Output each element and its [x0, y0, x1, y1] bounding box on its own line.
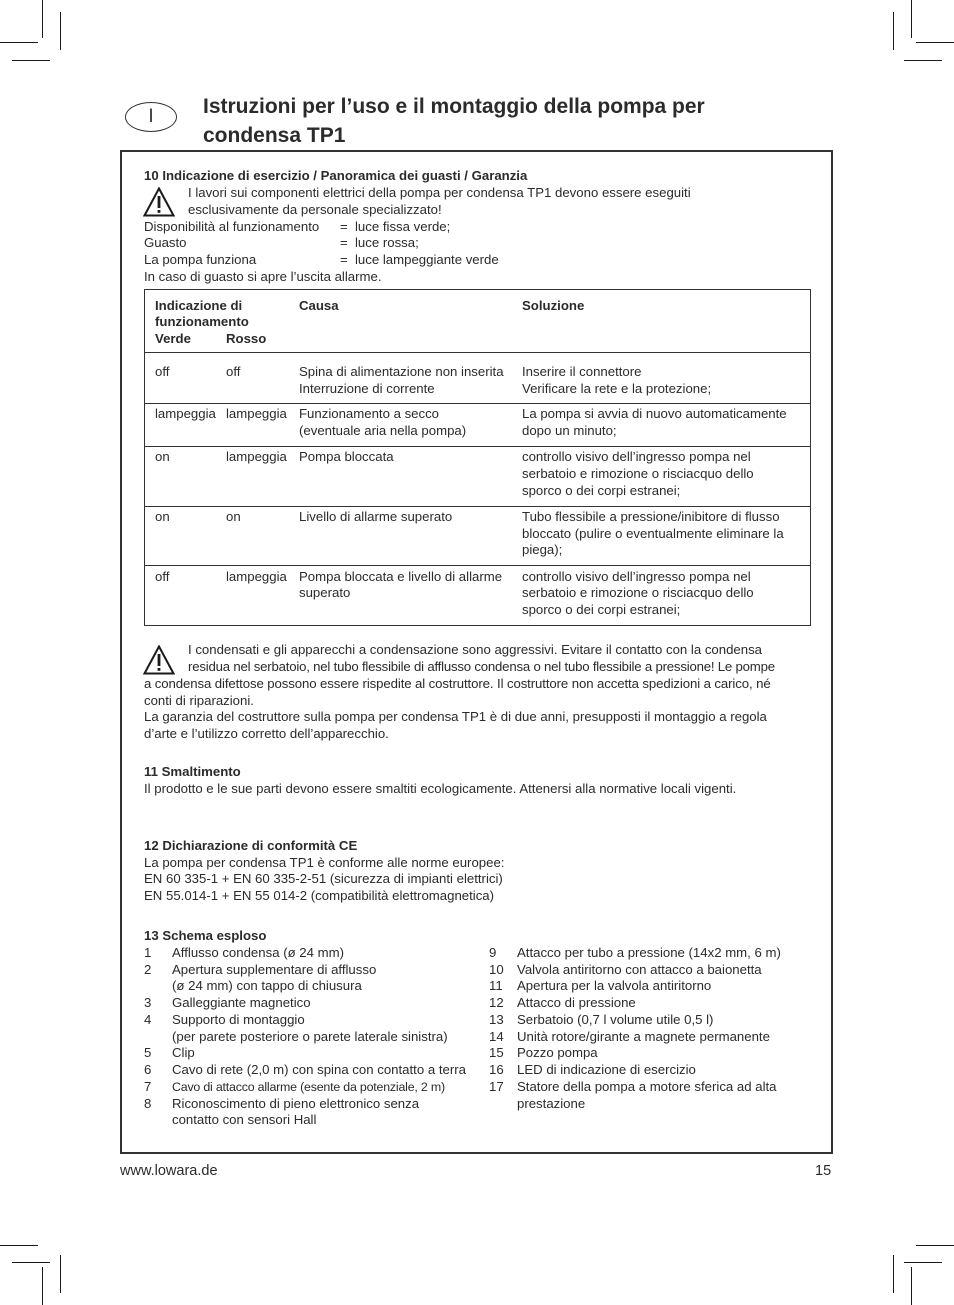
- status-label: La pompa funziona: [144, 252, 257, 267]
- table-divider: [144, 506, 811, 507]
- table-cell-cause: superato: [299, 585, 351, 600]
- parts-text: Unità rotore/girante a magnete permanente: [517, 1029, 770, 1044]
- parts-num: 6: [144, 1062, 152, 1077]
- parts-num: 14: [489, 1029, 504, 1044]
- status-value: luce lampeggiante verde: [355, 252, 499, 267]
- crop-mark: [916, 1245, 954, 1246]
- parts-text: Valvola antiritorno con attacco a baionetta: [517, 962, 762, 977]
- parts-text: Attacco di pressione: [517, 995, 636, 1010]
- parts-text: (ø 24 mm) con tappo di chiusura: [172, 978, 362, 993]
- crop-mark: [893, 12, 894, 50]
- warning-text-line2: esclusivamente da personale specializzato!: [188, 202, 442, 217]
- parts-num: 15: [489, 1045, 504, 1060]
- parts-text: Cavo di attacco allarme (esente da potenziale, 2 m): [172, 1080, 445, 1094]
- table-cell-cause: (eventuale aria nella pompa): [299, 423, 467, 438]
- warranty-text: La garanzia del costruttore sulla pompa per condensa TP1 è di due anni, presupposti il montaggio a regola: [144, 709, 767, 724]
- table-cell-red: lampeggia: [226, 406, 287, 421]
- parts-num: 13: [489, 1012, 504, 1027]
- status-value: luce fissa verde;: [355, 219, 451, 234]
- table-cell-cause: Pompa bloccata: [299, 449, 394, 464]
- warning2-text: conti di riparazioni.: [144, 693, 254, 708]
- crop-mark: [893, 1255, 894, 1293]
- parts-num: 5: [144, 1045, 152, 1060]
- parts-num: 2: [144, 962, 152, 977]
- table-cell-red: lampeggia: [226, 569, 287, 584]
- section-13-heading: 13 Schema esploso: [144, 928, 267, 943]
- warning-triangle-icon: [143, 187, 175, 217]
- table-header-cause: Causa: [299, 298, 339, 313]
- language-badge: I: [125, 102, 177, 132]
- table-cell-red: lampeggia: [226, 449, 287, 464]
- parts-text: Supporto di montaggio: [172, 1012, 305, 1027]
- table-cell-solution: serbatoio e rimozione o risciacquo dello: [522, 466, 754, 481]
- parts-text: Attacco per tubo a pressione (14x2 mm, 6 m): [517, 945, 781, 960]
- footer-website[interactable]: www.lowara.de: [120, 1163, 218, 1179]
- page-title: [203, 92, 843, 150]
- parts-text: Galleggiante magnetico: [172, 995, 311, 1010]
- table-cell-solution: sporco o dei corpi estranei;: [522, 602, 681, 617]
- section-12-text: EN 60 335-1 + EN 60 335-2-51 (sicurezza di impianti elettrici): [144, 871, 503, 886]
- table-cell-cause: Funzionamento a secco: [299, 406, 440, 421]
- crop-mark: [904, 1262, 942, 1263]
- parts-num: 12: [489, 995, 504, 1010]
- table-divider: [144, 403, 811, 404]
- table-cell-green: on: [155, 449, 170, 464]
- section-10-heading: 10 Indicazione di esercizio / Panoramica dei guasti / Garanzia: [144, 168, 528, 183]
- table-divider: [144, 446, 811, 447]
- section-11-text: Il prodotto e le sue parti devono essere smaltiti ecologicamente. Attenersi alla normative locali vigenti.: [144, 781, 737, 796]
- parts-text: prestazione: [517, 1096, 586, 1111]
- table-cell-solution: sporco o dei corpi estranei;: [522, 483, 681, 498]
- table-header-green: Verde: [155, 331, 191, 346]
- table-header-red: Rosso: [226, 331, 267, 346]
- parts-text: Cavo di rete (2,0 m) con spina con contatto a terra: [172, 1062, 466, 1077]
- warning2-text: residua nel serbatoio, nel tubo flessibile di afflusso condensa o nel tubo flessibile a pressione! Le pompe: [188, 659, 775, 674]
- section-11-heading: 11 Smaltimento: [144, 764, 241, 779]
- parts-num: 16: [489, 1062, 504, 1077]
- crop-mark: [12, 1262, 50, 1263]
- section-12-heading: 12 Dichiarazione di conformità CE: [144, 838, 358, 853]
- parts-num: 7: [144, 1079, 152, 1094]
- parts-text: Serbatoio (0,7 l volume utile 0,5 l): [517, 1012, 714, 1027]
- table-cell-solution: piega);: [522, 542, 563, 557]
- parts-text: Apertura per la valvola antiritorno: [517, 978, 712, 993]
- crop-mark: [42, 1267, 43, 1305]
- parts-text: Afflusso condensa (ø 24 mm): [172, 945, 344, 960]
- parts-text: contatto con sensori Hall: [172, 1112, 317, 1127]
- parts-text: Apertura supplementare di afflusso: [172, 962, 377, 977]
- crop-mark: [911, 0, 912, 38]
- table-cell-solution: Verificare la rete e la protezione;: [522, 381, 712, 396]
- table-cell-green: off: [155, 569, 170, 584]
- table-cell-solution: controllo visivo dell’ingresso pompa nel: [522, 569, 751, 584]
- table-divider: [144, 565, 811, 566]
- table-cell-solution: Inserire il connettore: [522, 364, 642, 379]
- parts-text: Clip: [172, 1045, 195, 1060]
- table-cell-solution: bloccato (pulire o eventualmente eliminare la: [522, 526, 784, 541]
- parts-num: 8: [144, 1096, 152, 1111]
- table-header-solution: Soluzione: [522, 298, 585, 313]
- table-cell-cause: Livello di allarme superato: [299, 509, 453, 524]
- parts-num: 9: [489, 945, 497, 960]
- parts-num: 4: [144, 1012, 152, 1027]
- table-cell-green: off: [155, 364, 170, 379]
- table-cell-solution: controllo visivo dell’ingresso pompa nel: [522, 449, 751, 464]
- parts-text: LED di indicazione di esercizio: [517, 1062, 696, 1077]
- status-value: luce rossa;: [355, 235, 419, 250]
- crop-mark: [42, 0, 43, 38]
- table-cell-cause: Interruzione di corrente: [299, 381, 435, 396]
- crop-mark: [12, 60, 50, 61]
- page-number: 15: [815, 1163, 832, 1179]
- alarm-note: In caso di guasto si apre l’uscita allarme.: [144, 269, 382, 284]
- status-label: Disponibilità al funzionamento: [144, 219, 320, 234]
- parts-num: 1: [144, 945, 152, 960]
- crop-mark: [0, 1245, 38, 1246]
- crop-mark: [60, 12, 61, 50]
- status-eq: =: [340, 219, 348, 234]
- parts-num: 3: [144, 995, 152, 1010]
- parts-text: Riconoscimento di pieno elettronico senza: [172, 1096, 420, 1111]
- parts-text: Pozzo pompa: [517, 1045, 598, 1060]
- table-cell-solution: Tubo flessibile a pressione/inibitore di flusso: [522, 509, 780, 524]
- table-cell-solution: dopo un minuto;: [522, 423, 617, 438]
- table-cell-red: on: [226, 509, 241, 524]
- warning-triangle-icon: [143, 645, 175, 675]
- section-12-text: La pompa per condensa TP1 è conforme alle norme europee:: [144, 855, 505, 870]
- table-header-indication: Indicazione di: [155, 298, 243, 313]
- crop-mark: [916, 42, 954, 43]
- table-cell-red: off: [226, 364, 241, 379]
- parts-num: 11: [489, 978, 503, 993]
- table-cell-green: on: [155, 509, 170, 524]
- warning-text-line1: I lavori sui componenti elettrici della pompa per condensa TP1 devono essere eseguiti: [188, 185, 691, 200]
- table-cell-solution: serbatoio e rimozione o risciacquo dello: [522, 585, 754, 600]
- status-eq: =: [340, 235, 348, 250]
- page-title-line1: Istruzioni per l’uso e il montaggio della pompa per: [203, 95, 705, 118]
- section-12-text: EN 55.014-1 + EN 55 014-2 (compatibilità elettromagnetica): [144, 888, 495, 903]
- table-cell-solution: La pompa si avvia di nuovo automaticamente: [522, 406, 787, 421]
- table-header-indication: funzionamento: [155, 314, 249, 329]
- warning2-text: a condensa difettose possono essere rispedite al costruttore. Il costruttore non accetta spedizioni a carico, né: [144, 676, 771, 691]
- parts-text: (per parete posteriore o parete laterale sinistra): [172, 1029, 448, 1044]
- parts-text: Statore della pompa a motore sferica ad alta: [517, 1079, 777, 1094]
- table-cell-cause: Pompa bloccata e livello di allarme: [299, 569, 503, 584]
- warranty-text: d’arte e l’utilizzo corretto dell’apparecchio.: [144, 726, 389, 741]
- crop-mark: [904, 60, 942, 61]
- crop-mark: [911, 1267, 912, 1305]
- crop-mark: [60, 1255, 61, 1293]
- table-cell-cause: Spina di alimentazione non inserita: [299, 364, 504, 379]
- page-title-line2: condensa TP1: [203, 124, 346, 147]
- parts-num: 10: [489, 962, 504, 977]
- status-eq: =: [340, 252, 348, 267]
- warning2-text: I condensati e gli apparecchi a condensazione sono aggressivi. Evitare il contatto con la condensa: [188, 642, 763, 657]
- parts-num: 17: [489, 1079, 504, 1094]
- crop-mark: [0, 42, 38, 43]
- status-label: Guasto: [144, 235, 187, 250]
- table-cell-green: lampeggia: [155, 406, 216, 421]
- table-divider: [144, 352, 811, 353]
